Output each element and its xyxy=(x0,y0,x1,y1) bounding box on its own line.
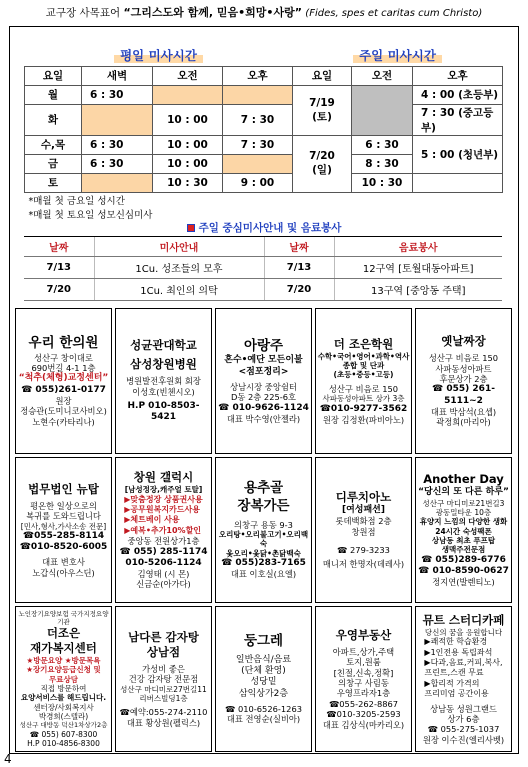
schedule-row-tue xyxy=(25,104,503,135)
dawn-cell-empty xyxy=(82,173,153,192)
phone-icon: ☎ xyxy=(119,546,134,557)
phone-icon: ☎ xyxy=(21,384,36,395)
schedule-notes: *매월 첫 금요일 성시간 *매월 첫 토요일 성모신심미사 xyxy=(25,192,503,226)
ad-galaxy-suits: 창원 갤럭시 [남성정장,캐주얼 토탈] ▶맞춤정장 상품권사용 ▶공무원복지카드사용 ▶체트베이 사용 ▶예복•추가10%할인 중앙동 전원상가1층 ☎ 055) 285-1174 010-5206-1124 김영태 (시 몬) 신금순(아가다) xyxy=(115,457,212,603)
sunday-pm-empty xyxy=(413,173,503,192)
phone-icon: ☎ xyxy=(218,402,233,413)
day-cell: 수,목 xyxy=(25,135,82,154)
ad-old-jjajang: 옛날짜장 성산구 비음로 150 사파동성아파트 후문상가 2층 ☎ 055) 261-5111~2 대표 박삼석(요셉) 곽정희(마리아) xyxy=(415,308,512,454)
phone-icon: ☎ xyxy=(221,557,236,568)
pm-cell: 9 : 00 xyxy=(223,173,293,192)
phone-icon: ☎ xyxy=(224,703,238,714)
ad-another-day: Another Day “당신의 또 다른 하루” 성산구 마디미로21번길3 광동밀타운 10층 휴양지 느낌의 다양한 생화 24시간 숙성팩폰 상남동 최초 푸프탑 생맥주전문점 ☎ 055)289-6776 ☎ 010-8590-0627 정지연(발렌티노) xyxy=(415,457,512,603)
am-cell: 10 : 00 xyxy=(153,154,223,173)
ad-di-lucciano: 디루치아노 [여성패션] 롯데백화점 2층 창원점 ☎ 279-3233 매니저 한명자(데레사) xyxy=(315,457,412,603)
sunday-am-cell: 10 : 30 xyxy=(352,173,413,192)
dawn-cell: 6 : 30 xyxy=(82,85,153,104)
sunday-date-cell: 7/20 (일) xyxy=(293,135,352,192)
sunday-am-cell: 6 : 30 xyxy=(352,135,413,154)
schedule-header-row xyxy=(25,66,503,85)
am-cell: 10 : 00 xyxy=(153,104,223,135)
am-cell: 10 : 30 xyxy=(153,173,223,192)
day-cell: 금 xyxy=(25,154,82,173)
ads-grid xyxy=(15,308,512,752)
day-cell: 월 xyxy=(25,85,82,104)
schedule-row-sat xyxy=(25,173,503,192)
phone-icon: ☎ xyxy=(29,729,42,739)
ad-wooyoung-realty: 우영부동산 아파트,상가,주택 토지,원룸 [친절,신속,정확] 의창구 사림동 우영프라자1층 ☎055-262-8867 ☎010-3205-2593 대표 김상식(마카리오) xyxy=(315,606,412,752)
sunday-pm-cell: 5 : 00 (청년부) xyxy=(413,135,503,173)
phone-icon: ☎ xyxy=(427,724,441,735)
phone-icon: ☎ xyxy=(326,709,337,720)
table-row: 7/13 1Cu. 성조들의 모후 7/13 12구역 [토월대동아파트] xyxy=(24,257,502,279)
header-am: 오전 xyxy=(153,66,223,85)
phone-icon: ☎ xyxy=(421,554,436,565)
sunday-am-cell: 8 : 30 xyxy=(352,154,413,173)
pm-cell: 7 : 30 xyxy=(223,104,293,135)
mass-schedule-table xyxy=(24,44,503,226)
header-sunday-pm: 오후 xyxy=(413,66,503,85)
ad-mute-study-cafe: 뮤트 스터디카페 당신의 꿈을 응원합니다 ▶쾌적한 학습환경 ▶1인전용 독립좌석 ▶다과,음료,커피,복사, 프린트,스캔 무료 ▶합리적 가격의 프리미엄 공간이용 상남동 성원그랜드 상가 6층 ☎ 055-275-1037 원장 이수진(엘리사벳) xyxy=(415,606,512,752)
day-cell: 화 xyxy=(25,104,82,135)
ad-namdareun-gamjatang: 남다른 감자탕 상남점 가성비 좋은 건강 감자탕 전문점 성산구 마디미로27번길11 리버스빌딩1층 ☎예약:055-274-2110 대표 황상원(펠릭스) xyxy=(115,606,212,752)
sunday-pm-cell: 4 : 00 (초등부) xyxy=(413,85,503,104)
phone-icon: ☎ xyxy=(328,698,340,709)
weekday-mass-title: 평일 미사시간 xyxy=(25,44,293,66)
ad-dunggeure: 둥그레 일반음식/음료 (단체 환영) 성당밑 삼익상가2층 ☎ 010-6526-1263 대표 전영순(실비아) xyxy=(215,606,312,752)
sunday-am-empty xyxy=(352,85,413,135)
ad-deojoeun-care: 노인장기요양보험 국가지정요양기관 더조은 재가복지센터 ★방문요양 ★방문목욕 ★장기요양등급신청 및 무료상담 직접 방문하여 요양서비스를 해드립니다. 센터장/사회복지사 박경희(스텔라) 성산구 대방동 덕산1차상가2층 ☎ 055) 607-8300 H.P 010-4856-8300 xyxy=(15,606,112,752)
ad-yongchugol: 용추골 장복가든 의창구 용동 9-3 오리탕•오리불고기•오리백숙 옻오리•옻닭•촌닭백숙 ☎ 055)283-7165 대표 이호실(요엘) xyxy=(215,457,312,603)
dawn-cell-empty xyxy=(82,104,153,135)
header-sunday-am: 오전 xyxy=(352,66,413,85)
phone-icon: ☎ xyxy=(418,566,433,577)
ad-arangju: 아랑주 혼수•예단 모든이불 <점포정리> 상남시장 중앙쉼터 D동 2층 225-6호 ☎ 010-9626-1124 대표 박수영(안젤라) xyxy=(215,308,312,454)
dawn-cell: 6 : 30 xyxy=(82,135,153,154)
phone-icon: ☎ xyxy=(22,530,35,541)
phone-icon: ☎ xyxy=(432,384,447,395)
pm-cell: 7 : 30 xyxy=(223,135,293,154)
schedule-row-mon xyxy=(25,85,503,104)
sunday-service-table xyxy=(24,236,502,301)
motto-prefix: 교구장 사목표어 xyxy=(45,7,121,19)
dawn-cell: 6 : 30 xyxy=(82,154,153,173)
motto-quote: “그리스도와 함께, 믿음•희망•사랑” xyxy=(123,6,302,19)
header-sunday-day: 요일 xyxy=(293,66,352,85)
ad-samsung-hospital: 성균관대학교 삼성창원병원 병원발전후원회 회장 이성호(빈첸시오) H.P 010-8503-5421 xyxy=(115,308,212,454)
am-cell-empty xyxy=(153,85,223,104)
table-row: 7/20 1Cu. 최인의 의탁 7/20 13구역 [중앙동 주택] xyxy=(24,279,502,301)
phone-icon: ☎ xyxy=(337,545,351,556)
phone-icon: ☎ xyxy=(19,542,31,553)
pm-cell-empty xyxy=(223,85,293,104)
pm-cell-empty xyxy=(223,154,293,173)
service-header-row: 날짜 미사안내 날짜 음료봉사 xyxy=(24,237,502,257)
ad-woori-clinic: 우리 한의원 성산구 창이대로 690번길 4-1 1층 “척추(체형)교정센터” ☎ 055)261-0177 원장 정승관(도미니코사비오) 노현수(카타리나) xyxy=(15,308,112,454)
header-dawn: 새벽 xyxy=(82,66,153,85)
phone-icon: ☎ xyxy=(319,403,331,414)
sunday-date-cell: 7/19 (토) xyxy=(293,85,352,135)
header-day: 요일 xyxy=(25,66,82,85)
sunday-service-title: 주일 중심미사안내 및 음료봉사 xyxy=(0,220,528,235)
square-bullet-icon xyxy=(187,224,195,232)
schedule-row-wed-thu xyxy=(25,135,503,154)
day-cell: 토 xyxy=(25,173,82,192)
am-cell: 10 : 00 xyxy=(153,135,223,154)
sunday-pm-cell: 7 : 30 (중고등부) xyxy=(413,104,503,135)
motto-latin: (Fides, spes et caritas cum Christo) xyxy=(305,8,483,19)
header-pm: 오후 xyxy=(223,66,293,85)
phone-icon: ☎ xyxy=(119,707,130,718)
page-number: 4 xyxy=(4,752,12,766)
page-header-motto xyxy=(0,4,528,20)
sunday-mass-title: 주일 미사시간 xyxy=(293,44,503,66)
ad-newtop-law: 법무법인 뉴탑 평온한 일상으로의 복귀를 도와드립니다 [민사,형사,가사소송 전문] ☎055-285-8114 ☎010-8520-6005 대표 변호사 노갑식(아우스딘) xyxy=(15,457,112,603)
ad-deojoeun-academy: 더 조은학원 수학•국어•영어•과학•역사 종합 및 단과 (초등•중등•고등) 성산구 비음로 150 사파동성아파트 상가 3층 ☎010-9277-3562 원장 김정환(파비아노) xyxy=(315,308,412,454)
